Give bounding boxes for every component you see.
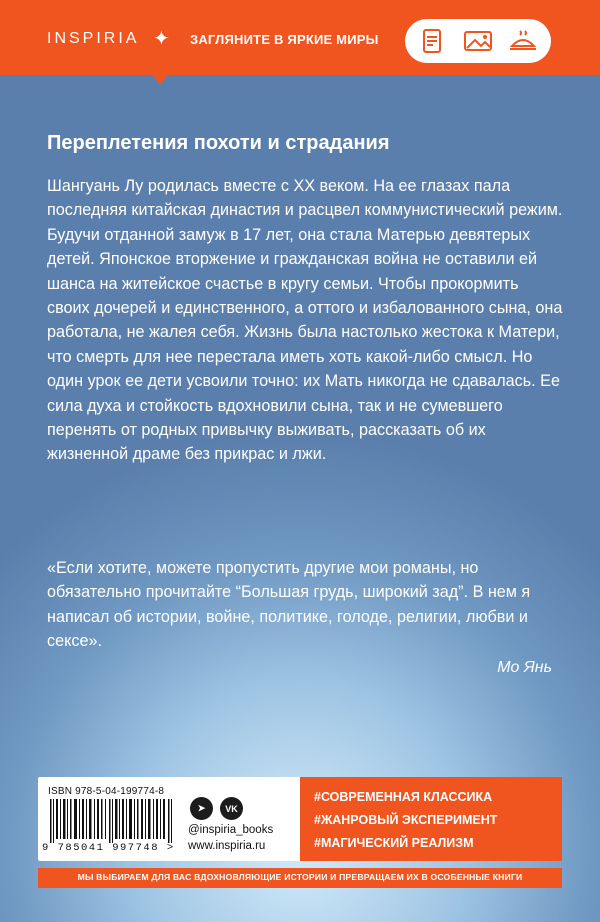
genre-tag[interactable]: #МАГИЧЕСКИЙ РЕАЛИЗМ [314,836,474,850]
ebook-icon[interactable] [419,28,445,54]
quote-author: Мо Янь [497,659,552,676]
header-pointer [152,74,168,85]
genre-tag[interactable]: #СОВРЕМЕННАЯ КЛАССИКА [314,790,493,804]
book-subtitle: Переплетения похоти и страдания [47,132,390,154]
publisher-logo[interactable]: INSPIRIA [47,30,140,47]
footer-band [38,868,562,888]
star-icon: ✦ [153,28,170,50]
isbn-number: ISBN 978-5-04-199774-8 [48,786,165,797]
footer-slogan: МЫ ВЫБИРАЕМ ДЛЯ ВАС ВДОХНОВЛЯЮЩИЕ ИСТОРИИ И ПРЕВРАЩАЕМ ИХ В ОСОБЕННЫЕ КНИГИ [77,872,523,882]
image-icon[interactable] [463,28,493,54]
genre-icons-group [405,19,551,63]
food-icon[interactable] [509,28,537,54]
website-link[interactable]: www.inspiria.ru [188,840,266,852]
book-description: Шангуань Лу родилась вместе с XX веком. На ее глазах пала последняя китайская династия и расцвел коммунистический режим. Будучи отданной замуж в 17 лет, она стала Матерью девятерых детей. Японское вторжение и гражданская война не оставили ей шанса на житейское счастье в кругу семьи. Чтобы прокормить своих дочерей и единственного, а оттого и избалованного сына, она работала, не жалея себя. Жизнь была настолько жестока к Матери, что смерть для нее перестала иметь хоть какой-либо смысл. Но один урок ее дети усвоили точно: их Мать никогда не сдавалась. Ее сила духа и стойкость вдохновили сына, так и не сумевшего перенять от родных привычку выживать, рассказать об их жизненной драме без прикрас и лжи. [47,177,563,464]
social-handle[interactable]: @inspiria_books [188,824,274,836]
header-bar [0,0,600,75]
author-quote: «Если хотите, можете пропустить другие мои романы, но обязательно прочитайте “Большая грудь, широкий зад”. В нем я написал об истории, войне, политике, голоде, религии, любви и сексе». [47,559,531,651]
header-tagline: ЗАГЛЯНИТЕ В ЯРКИЕ МИРЫ [190,32,379,47]
telegram-icon[interactable]: ➤ [190,797,213,820]
genre-tags [300,777,562,861]
genre-tag[interactable]: #ЖАНРОВЫЙ ЭКСПЕРИМЕНТ [314,813,498,827]
barcode-image [48,799,176,843]
vk-icon[interactable]: VK [220,797,243,820]
barcode-digits: 9 785041 997748 > [42,842,175,854]
info-panel [38,777,562,861]
